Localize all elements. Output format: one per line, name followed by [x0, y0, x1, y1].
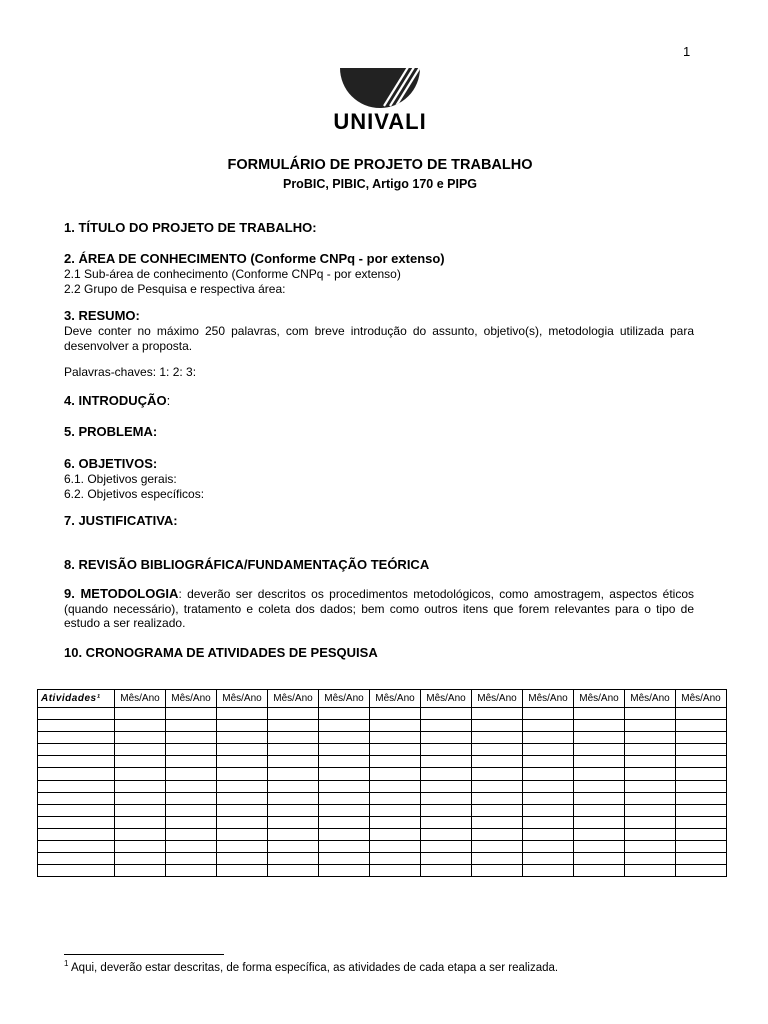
table-cell[interactable] [523, 792, 574, 804]
section-8-heading: 8. REVISÃO BIBLIOGRÁFICA/FUNDAMENTAÇÃO TEÓRICA [64, 557, 430, 572]
table-cell[interactable] [268, 841, 319, 853]
table-cell[interactable] [472, 780, 523, 792]
table-cell[interactable] [268, 816, 319, 828]
table-cell[interactable] [523, 804, 574, 816]
table-cell[interactable] [574, 792, 625, 804]
table-cell[interactable] [472, 853, 523, 865]
table-cell[interactable] [370, 841, 421, 853]
table-cell[interactable] [38, 792, 115, 804]
table-cell[interactable] [319, 816, 370, 828]
table-cell[interactable] [319, 780, 370, 792]
table-cell[interactable] [574, 720, 625, 732]
table-cell[interactable] [319, 732, 370, 744]
table-cell[interactable] [625, 865, 676, 877]
table-cell[interactable] [523, 768, 574, 780]
table-cell[interactable] [370, 780, 421, 792]
section-7 [64, 513, 694, 529]
table-row [38, 828, 727, 840]
table-cell[interactable] [115, 744, 166, 756]
table-cell[interactable] [676, 720, 727, 732]
table-cell[interactable] [319, 720, 370, 732]
table-cell[interactable] [523, 780, 574, 792]
footnote-text: Aqui, deverão estar descritas, de forma específica, as atividades de cada etapa a ser realizada. [68, 961, 559, 974]
table-cell[interactable] [574, 804, 625, 816]
table-cell[interactable] [472, 744, 523, 756]
table-row [38, 792, 727, 804]
table-cell[interactable] [166, 732, 217, 744]
section-6 [64, 456, 694, 501]
table-cell[interactable] [421, 756, 472, 768]
table-cell[interactable] [166, 865, 217, 877]
table-cell[interactable] [268, 720, 319, 732]
section-1-heading: 1. TÍTULO DO PROJETO DE TRABALHO: [64, 220, 317, 235]
table-cell[interactable] [421, 780, 472, 792]
table-cell[interactable] [166, 804, 217, 816]
table-cell[interactable] [38, 780, 115, 792]
table-cell[interactable] [115, 756, 166, 768]
univali-emblem-icon [340, 66, 420, 110]
table-cell[interactable] [166, 828, 217, 840]
table-cell[interactable] [38, 756, 115, 768]
section-4-heading [64, 393, 694, 409]
table-cell[interactable] [625, 816, 676, 828]
table-cell[interactable] [472, 708, 523, 720]
table-cell[interactable] [574, 780, 625, 792]
table-cell[interactable] [421, 865, 472, 877]
table-cell[interactable] [268, 756, 319, 768]
table-cell[interactable] [217, 804, 268, 816]
table-cell[interactable] [676, 744, 727, 756]
table-cell[interactable] [472, 732, 523, 744]
table-cell[interactable] [472, 841, 523, 853]
section-2-1-text: 2.1 Sub-área de conhecimento (Conforme CNPq - por extenso) [64, 267, 401, 281]
section-5 [64, 424, 694, 440]
table-cell[interactable] [472, 804, 523, 816]
section-2-heading: 2. ÁREA DE CONHECIMENTO (Conforme CNPq - por extenso) [64, 251, 445, 266]
table-cell[interactable] [217, 744, 268, 756]
table-cell[interactable] [319, 792, 370, 804]
section-9-heading: 9. METODOLOGIA [64, 586, 179, 601]
table-cell[interactable] [574, 732, 625, 744]
month-year-header: Mês/Ano [472, 690, 523, 708]
table-cell[interactable] [523, 732, 574, 744]
keywords-text: Palavras-chaves: 1: 2: 3: [64, 365, 197, 379]
activities-header: Atividades¹ [38, 690, 115, 708]
table-cell[interactable] [319, 828, 370, 840]
footnote-mark: 1 [64, 959, 69, 968]
table-row [38, 708, 727, 720]
table-cell[interactable] [370, 768, 421, 780]
table-cell[interactable] [472, 816, 523, 828]
table-cell[interactable] [115, 732, 166, 744]
table-row [38, 756, 727, 768]
table-cell[interactable] [421, 841, 472, 853]
table-cell[interactable] [115, 865, 166, 877]
table-cell[interactable] [574, 865, 625, 877]
section-9-body: : deverão ser descritos os procedimentos metodológicos, como amostragem, aspectos éticos (quando necessário), tratamento e coleta dos dados; bem como outros itens que forem relevantes para o tipo de estudo a ser realizado. [64, 587, 694, 630]
table-cell[interactable] [268, 828, 319, 840]
table-cell[interactable] [421, 853, 472, 865]
table-cell[interactable] [166, 792, 217, 804]
section-4 [64, 393, 694, 409]
table-cell[interactable] [676, 816, 727, 828]
table-cell[interactable] [523, 828, 574, 840]
table-cell[interactable] [421, 708, 472, 720]
month-year-header: Mês/Ano [574, 690, 625, 708]
table-cell[interactable] [421, 720, 472, 732]
table-cell[interactable] [115, 768, 166, 780]
month-year-header: Mês/Ano [166, 690, 217, 708]
table-row [38, 841, 727, 853]
table-cell[interactable] [319, 804, 370, 816]
table-cell[interactable] [625, 744, 676, 756]
month-year-header: Mês/Ano [421, 690, 472, 708]
table-cell[interactable] [166, 853, 217, 865]
table-cell[interactable] [523, 865, 574, 877]
table-cell[interactable] [166, 780, 217, 792]
table-cell[interactable] [472, 768, 523, 780]
univali-logo [330, 66, 430, 133]
month-year-header: Mês/Ano [115, 690, 166, 708]
table-row [38, 853, 727, 865]
table-cell[interactable] [38, 708, 115, 720]
table-cell[interactable] [574, 828, 625, 840]
table-cell[interactable] [625, 841, 676, 853]
table-cell[interactable] [38, 853, 115, 865]
table-cell[interactable] [421, 804, 472, 816]
table-cell[interactable] [166, 816, 217, 828]
table-cell[interactable] [370, 816, 421, 828]
table-cell[interactable] [523, 816, 574, 828]
table-row [38, 816, 727, 828]
month-year-header: Mês/Ano [268, 690, 319, 708]
table-cell[interactable] [625, 720, 676, 732]
section-9 [64, 587, 694, 631]
table-cell[interactable] [370, 828, 421, 840]
logo-wordmark: UNIVALI [333, 109, 427, 134]
table-cell[interactable] [166, 744, 217, 756]
table-cell[interactable] [268, 744, 319, 756]
table-cell[interactable] [370, 804, 421, 816]
section-2-2-text: 2.2 Grupo de Pesquisa e respectiva área: [64, 281, 286, 296]
month-year-header: Mês/Ano [523, 690, 574, 708]
month-year-header: Mês/Ano [625, 690, 676, 708]
section-6-2-text: 6.2. Objetivos específicos: [64, 486, 205, 501]
section-6-heading: 6. OBJETIVOS: [64, 456, 158, 471]
table-cell[interactable] [625, 828, 676, 840]
month-year-header: Mês/Ano [370, 690, 421, 708]
table-cell[interactable] [676, 841, 727, 853]
table-cell[interactable] [676, 780, 727, 792]
table-cell[interactable] [625, 768, 676, 780]
table-cell[interactable] [38, 768, 115, 780]
section-3 [64, 308, 694, 353]
table-cell[interactable] [268, 792, 319, 804]
table-cell[interactable] [115, 853, 166, 865]
table-row [38, 744, 727, 756]
section-4-colon: : [166, 393, 171, 408]
table-cell[interactable] [217, 841, 268, 853]
table-cell[interactable] [574, 756, 625, 768]
table-cell[interactable] [217, 792, 268, 804]
table-cell[interactable] [370, 865, 421, 877]
table-cell[interactable] [625, 804, 676, 816]
table-cell[interactable] [676, 853, 727, 865]
table-cell[interactable] [370, 744, 421, 756]
footnote [64, 959, 558, 974]
keywords-line [64, 365, 694, 380]
table-cell[interactable] [217, 756, 268, 768]
table-cell[interactable] [370, 853, 421, 865]
table-cell[interactable] [676, 768, 727, 780]
table-cell[interactable] [115, 828, 166, 840]
table-cell[interactable] [268, 708, 319, 720]
table-cell[interactable] [421, 732, 472, 744]
table-cell[interactable] [676, 792, 727, 804]
section-8 [64, 557, 694, 573]
table-cell[interactable] [676, 732, 727, 744]
table-cell[interactable] [319, 841, 370, 853]
table-cell[interactable] [370, 708, 421, 720]
table-cell[interactable] [38, 828, 115, 840]
table-cell[interactable] [319, 768, 370, 780]
table-cell[interactable] [319, 865, 370, 877]
table-cell[interactable] [625, 792, 676, 804]
section-9-text [64, 587, 694, 631]
table-cell[interactable] [38, 744, 115, 756]
table-cell[interactable] [115, 780, 166, 792]
table-cell[interactable] [574, 841, 625, 853]
table-cell[interactable] [370, 720, 421, 732]
table-cell[interactable] [676, 708, 727, 720]
table-cell[interactable] [38, 841, 115, 853]
table-cell[interactable] [319, 744, 370, 756]
month-year-header: Mês/Ano [319, 690, 370, 708]
table-cell[interactable] [319, 756, 370, 768]
month-year-header: Mês/Ano [676, 690, 727, 708]
table-cell[interactable] [523, 853, 574, 865]
table-cell[interactable] [166, 768, 217, 780]
table-cell[interactable] [268, 732, 319, 744]
table-cell[interactable] [625, 732, 676, 744]
table-row [38, 732, 727, 744]
section-1 [64, 220, 694, 236]
table-cell[interactable] [268, 768, 319, 780]
page-number: 1 [683, 44, 691, 59]
section-10 [64, 645, 694, 661]
section-2 [64, 251, 694, 296]
section-3-text: Deve conter no máximo 250 palavras, com breve introdução do assunto, objetivo(s), metodologia utilizada para desenvolver a proposta. [64, 324, 694, 353]
table-cell[interactable] [472, 756, 523, 768]
table-cell[interactable] [268, 804, 319, 816]
table-cell[interactable] [574, 744, 625, 756]
table-cell[interactable] [370, 792, 421, 804]
section-7-heading: 7. JUSTIFICATIVA: [64, 513, 178, 528]
table-cell[interactable] [217, 708, 268, 720]
table-cell[interactable] [625, 780, 676, 792]
table-row [38, 804, 727, 816]
table-cell[interactable] [268, 780, 319, 792]
table-row [38, 768, 727, 780]
table-cell[interactable] [319, 853, 370, 865]
schedule-table [37, 689, 727, 877]
table-cell[interactable] [217, 720, 268, 732]
table-cell[interactable] [421, 828, 472, 840]
table-cell[interactable] [217, 853, 268, 865]
table-cell[interactable] [217, 780, 268, 792]
table-cell[interactable] [625, 756, 676, 768]
table-cell[interactable] [166, 720, 217, 732]
table-cell[interactable] [472, 865, 523, 877]
table-cell[interactable] [38, 865, 115, 877]
table-cell[interactable] [217, 816, 268, 828]
schedule-header-row [38, 690, 727, 708]
table-cell[interactable] [472, 792, 523, 804]
document-title: FORMULÁRIO DE PROJETO DE TRABALHO [227, 157, 533, 173]
table-cell[interactable] [625, 708, 676, 720]
table-cell[interactable] [574, 816, 625, 828]
table-cell[interactable] [166, 756, 217, 768]
table-cell[interactable] [523, 708, 574, 720]
table-cell[interactable] [676, 804, 727, 816]
section-5-heading: 5. PROBLEMA: [64, 424, 158, 439]
table-cell[interactable] [676, 828, 727, 840]
footnote-divider [64, 954, 224, 955]
table-cell[interactable] [38, 804, 115, 816]
table-cell[interactable] [472, 720, 523, 732]
table-cell[interactable] [115, 841, 166, 853]
table-cell[interactable] [574, 853, 625, 865]
table-cell[interactable] [115, 720, 166, 732]
table-cell[interactable] [268, 865, 319, 877]
table-cell[interactable] [217, 865, 268, 877]
section-10-heading: 10. CRONOGRAMA DE ATIVIDADES DE PESQUISA [64, 645, 378, 660]
section-3-heading: 3. RESUMO: [64, 308, 140, 323]
table-cell[interactable] [217, 732, 268, 744]
table-cell[interactable] [38, 816, 115, 828]
table-cell[interactable] [38, 732, 115, 744]
table-cell[interactable] [472, 828, 523, 840]
table-cell[interactable] [38, 720, 115, 732]
table-row [38, 780, 727, 792]
table-cell[interactable] [574, 768, 625, 780]
table-cell[interactable] [115, 804, 166, 816]
table-cell[interactable] [421, 816, 472, 828]
table-cell[interactable] [370, 756, 421, 768]
table-cell[interactable] [166, 841, 217, 853]
table-cell[interactable] [217, 828, 268, 840]
table-cell[interactable] [523, 720, 574, 732]
table-cell[interactable] [523, 744, 574, 756]
table-cell[interactable] [268, 853, 319, 865]
table-cell[interactable] [370, 732, 421, 744]
table-cell[interactable] [421, 792, 472, 804]
table-cell[interactable] [166, 708, 217, 720]
table-cell[interactable] [115, 816, 166, 828]
table-cell[interactable] [523, 756, 574, 768]
document-subtitle: ProBIC, PIBIC, Artigo 170 e PIPG [282, 177, 478, 191]
table-cell[interactable] [574, 708, 625, 720]
table-row [38, 720, 727, 732]
table-cell[interactable] [625, 853, 676, 865]
table-cell[interactable] [115, 708, 166, 720]
table-cell[interactable] [421, 768, 472, 780]
table-cell[interactable] [217, 768, 268, 780]
month-year-header: Mês/Ano [217, 690, 268, 708]
table-cell[interactable] [319, 708, 370, 720]
table-cell[interactable] [421, 744, 472, 756]
section-4-title: 4. INTRODUÇÃO [64, 393, 167, 408]
table-cell[interactable] [676, 756, 727, 768]
table-cell[interactable] [676, 865, 727, 877]
table-row [38, 865, 727, 877]
table-cell[interactable] [115, 792, 166, 804]
section-6-1-text: 6.1. Objetivos gerais: [64, 472, 177, 486]
table-cell[interactable] [523, 841, 574, 853]
